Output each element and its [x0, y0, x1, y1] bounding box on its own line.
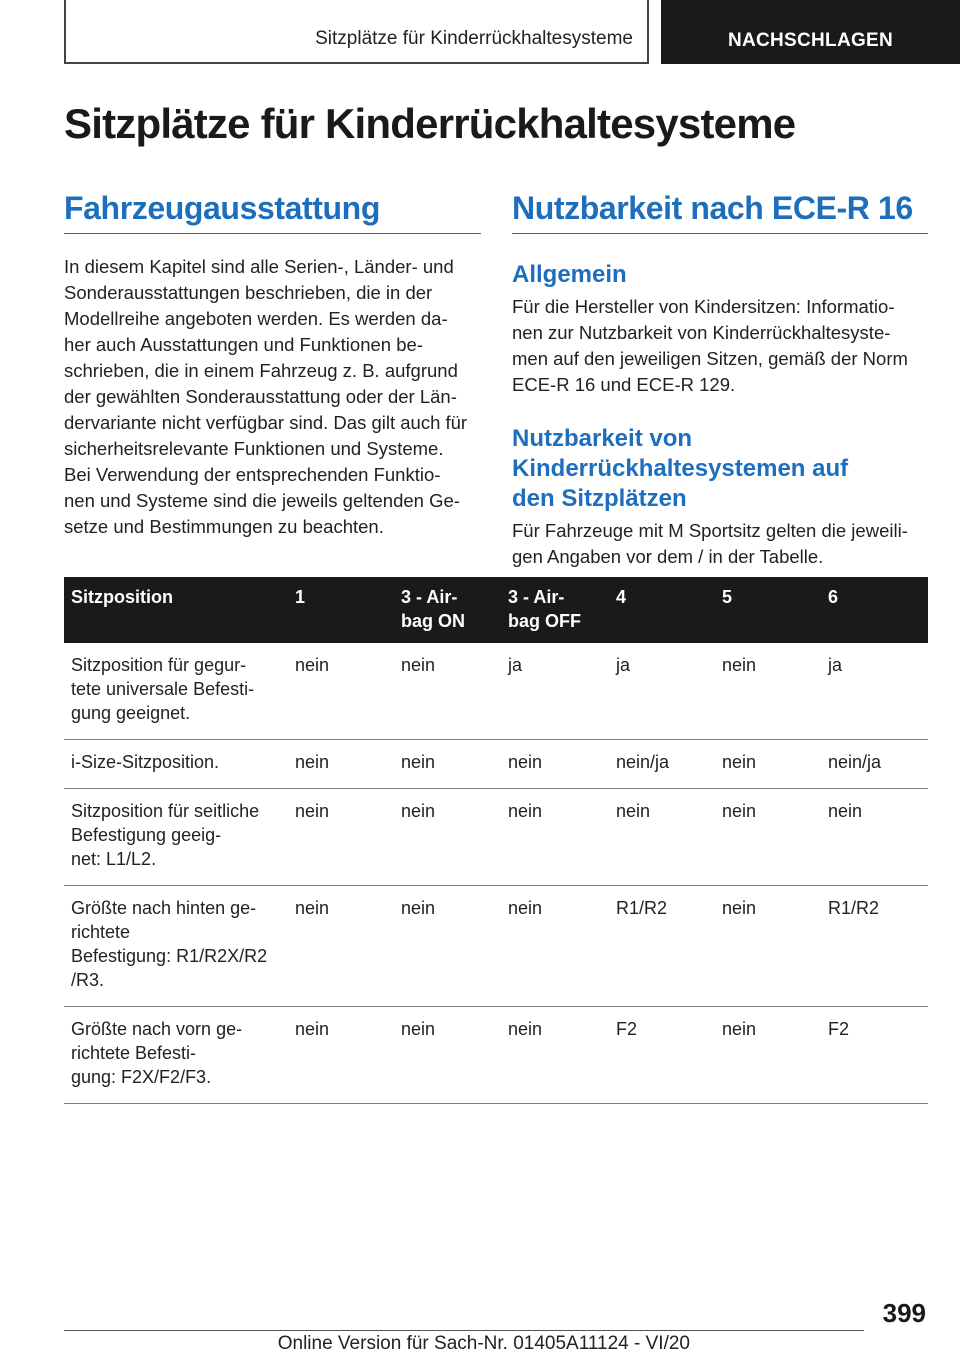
table-cell: nein — [288, 886, 394, 1007]
table-cell: nein/ja — [821, 740, 928, 789]
table-row — [64, 740, 928, 789]
table-cell: nein — [715, 643, 821, 740]
table-cell: nein — [501, 740, 609, 789]
table-cell: i-Size-Sitzposition. — [64, 740, 288, 789]
table-cell: Größte nach hinten ge- richtete Befestigung: R1/R2X/R2 /R3. — [64, 886, 288, 1007]
table-cell: nein — [821, 789, 928, 886]
table-cell: nein — [501, 789, 609, 886]
left-column — [64, 190, 481, 540]
table-cell: Sitzposition für gegur- tete universale Befesti- gung geeignet. — [64, 643, 288, 740]
table-cell: Größte nach vorn ge- richtete Befesti- gung: F2X/F2/F3. — [64, 1007, 288, 1104]
table-cell: ja — [609, 643, 715, 740]
table-row — [64, 789, 928, 886]
sitzplaetze-paragraph: Für Fahrzeuge mit M Sportsitz gelten die jeweili- gen Angaben vor dem / in der Tabelle. — [512, 520, 908, 567]
table-header-row — [64, 577, 928, 643]
table-row — [64, 886, 928, 1007]
table-cell: nein — [501, 886, 609, 1007]
table-cell: nein — [715, 740, 821, 789]
footer-version-text: Online Version für Sach-Nr. 01405A11124 - VI/20 — [277, 1333, 690, 1354]
chapter-tab-label: NACHSCHLAGEN — [727, 30, 894, 51]
table-header-cell: 4 — [609, 577, 715, 643]
table-cell: ja — [501, 643, 609, 740]
section-title-nutzbarkeit: Nutzbarkeit nach ECE-R 16 — [512, 190, 928, 234]
table-cell: F2 — [821, 1007, 928, 1104]
table-cell: nein — [288, 740, 394, 789]
chapter-tab — [661, 0, 960, 64]
table-header-cell: 5 — [715, 577, 821, 643]
page-title: Sitzplätze für Kinderrückhaltesysteme — [64, 100, 796, 147]
table-row — [64, 643, 928, 740]
table-cell: F2 — [609, 1007, 715, 1104]
table-cell: nein — [394, 643, 501, 740]
table-cell: nein — [501, 1007, 609, 1104]
footer-divider — [64, 1330, 864, 1331]
table-cell: nein — [609, 789, 715, 886]
running-header-label: Sitzplätze für Kinderrückhaltesysteme — [315, 28, 633, 49]
page-number: 399 — [882, 1298, 926, 1328]
table-cell: nein — [715, 886, 821, 1007]
table-cell: nein — [394, 1007, 501, 1104]
table-header-cell: Sitzposition — [64, 577, 288, 643]
table-cell: nein — [288, 789, 394, 886]
table-cell: nein — [288, 1007, 394, 1104]
table-cell: nein — [394, 789, 501, 886]
subsection-title-sitzplaetze: Nutzbarkeit von Kinderrückhaltesystemen auf den Sitzplätzen — [512, 425, 849, 512]
table-cell: nein — [715, 789, 821, 886]
seat-position-table — [64, 577, 928, 1104]
table-cell: Sitzposition für seitliche Befestigung geeig- net: L1/L2. — [64, 789, 288, 886]
table-header-cell: 3 - Air- bag OFF — [501, 577, 609, 643]
fahrzeugausstattung-paragraph: In diesem Kapitel sind alle Serien-, Länder- und Sonderausstattungen beschrieben, die in der Modellreihe angeboten werden. Es werden da- her auch Ausstattungen und Funktionen be- schrieben, die in einem Fahrzeug z. B. aufgrund der gewählten Sonderausstattung oder der Län- dervariante nicht verfügbar sind. Das gilt auch für sicherheitsrelevante Funktionen und Systeme. Bei Verwendung der entsprechenden Funktio- nen und Systeme sind die jeweils geltenden Ge- setze und Bestimmungen zu beachten. — [64, 256, 468, 537]
table-cell: nein — [715, 1007, 821, 1104]
table-cell: nein — [394, 886, 501, 1007]
table-row — [64, 1007, 928, 1104]
table-cell: R1/R2 — [609, 886, 715, 1007]
allgemein-paragraph: Für die Hersteller von Kindersitzen: Informatio- nen zur Nutzbarkeit von Kinderrückhaltesyste- men auf den jeweiligen Sitzen, gemäß der Norm ECE-R 16 und ECE-R 129. — [512, 296, 908, 395]
section-title-fahrzeugausstattung: Fahrzeugausstattung — [64, 190, 481, 234]
table-header-cell: 1 — [288, 577, 394, 643]
table-header-cell: 6 — [821, 577, 928, 643]
right-column — [512, 190, 928, 570]
table-cell: R1/R2 — [821, 886, 928, 1007]
table-cell: nein — [288, 643, 394, 740]
table-cell: ja — [821, 643, 928, 740]
table-cell: nein — [394, 740, 501, 789]
subsection-title-allgemein: Allgemein — [512, 261, 627, 288]
table-cell: nein/ja — [609, 740, 715, 789]
running-header — [64, 0, 649, 64]
table-header-cell: 3 - Air- bag ON — [394, 577, 501, 643]
